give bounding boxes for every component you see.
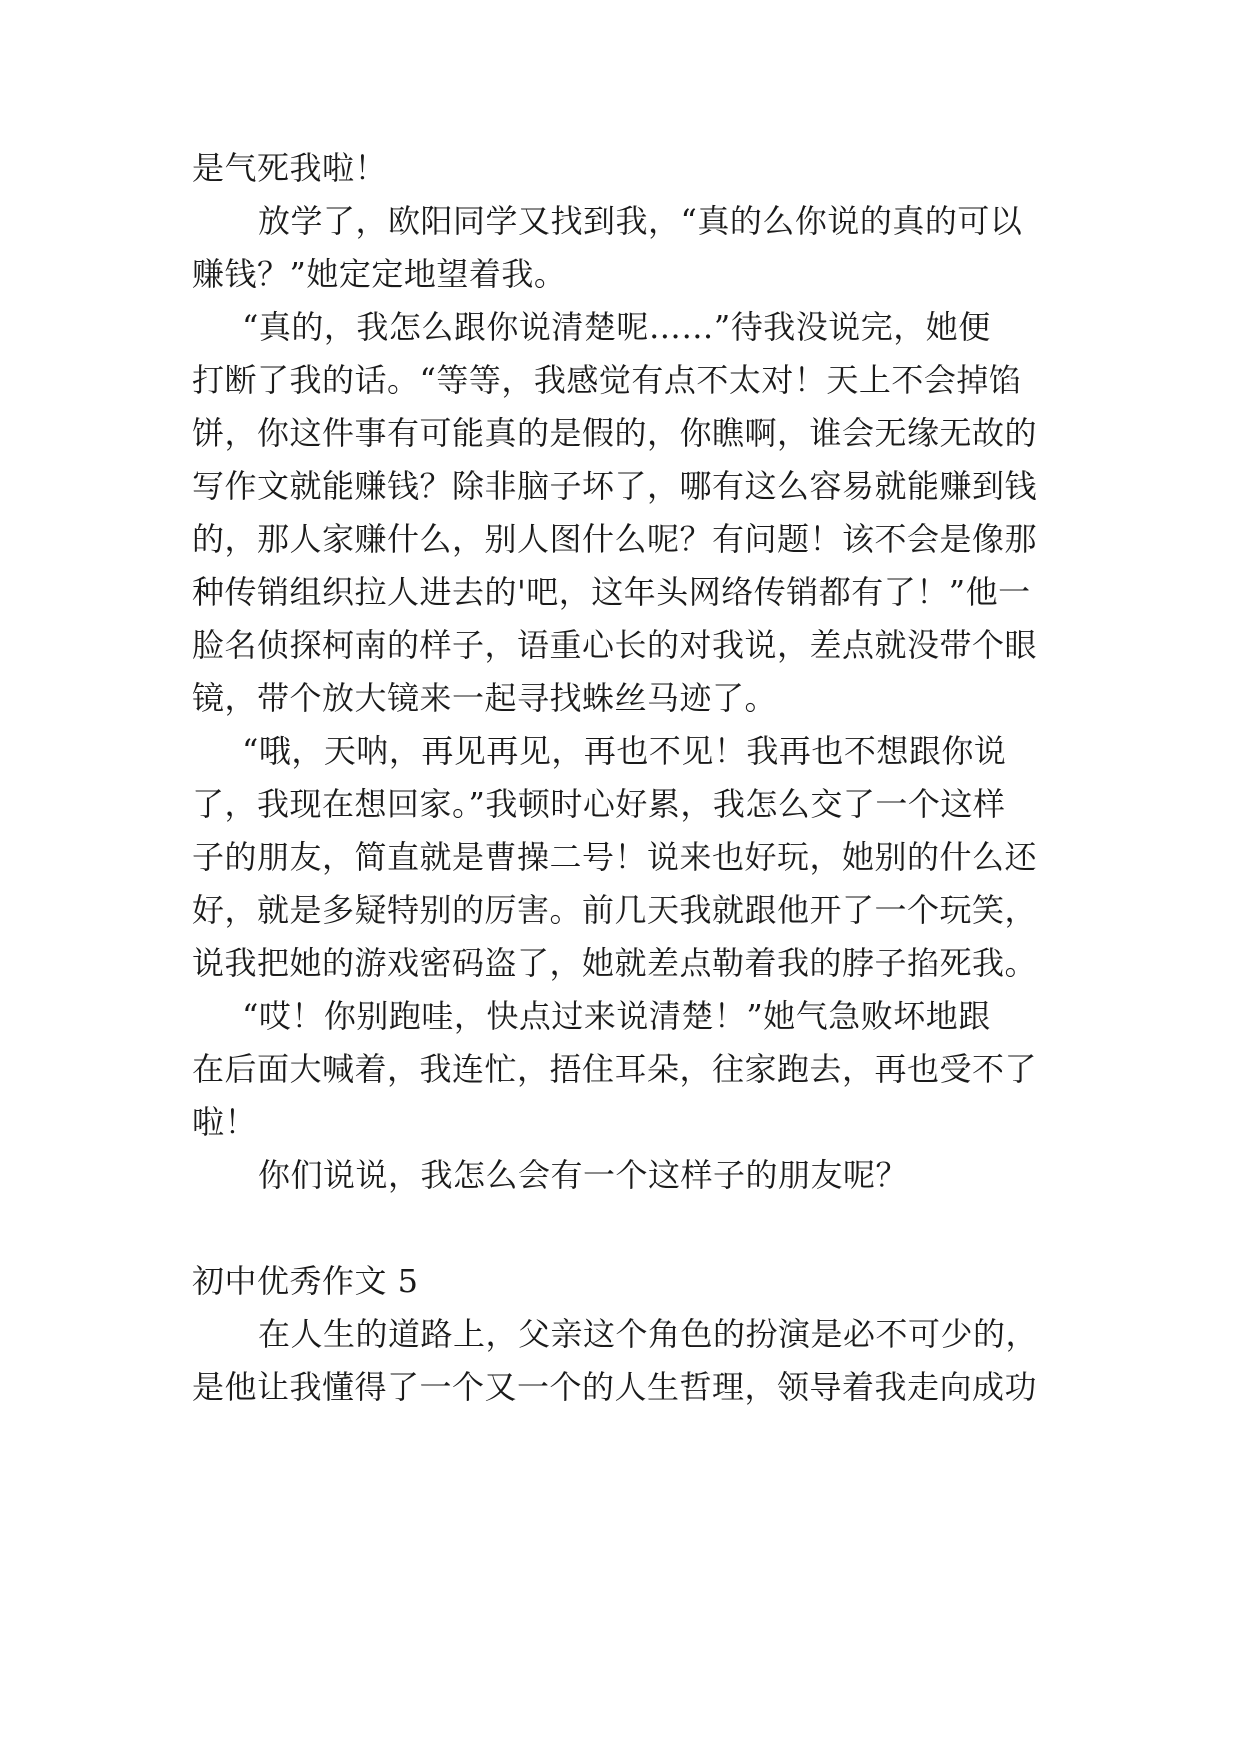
text-line: 在后面大喊着，我连忙，捂住耳朵，往家跑去，再也受不了 — [192, 1050, 1038, 1088]
text-line: 饼，你这件事有可能真的是假的，你瞧啊，谁会无缘无故的 — [192, 414, 1038, 452]
text-line: 说我把她的游戏密码盗了，她就差点勒着我的脖子掐死我。 — [192, 944, 1038, 982]
paragraph-first-line: “真的，我怎么跟你说清楚呢……”待我没说完，她便 — [242, 308, 991, 346]
text-line: 啦！ — [192, 1103, 258, 1141]
text-line: 子的朋友，简直就是曹操二号！说来也好玩，她别的什么还 — [192, 838, 1038, 876]
text-line: 写作文就能赚钱？除非脑子坏了，哪有这么容易就能赚到钱 — [192, 467, 1038, 505]
text-line: 了，我现在想回家。”我顿时心好累，我怎么交了一个这样 — [192, 785, 1006, 823]
paragraph-first-line: 在人生的道路上，父亲这个角色的扮演是必不可少的， — [258, 1315, 1039, 1353]
text-line: 镜，带个放大镜来一起寻找蛛丝马迹了。 — [192, 679, 778, 717]
text-line: 打断了我的话。“等等，我感觉有点不太对！天上不会掉馅 — [192, 361, 1022, 399]
paragraph-first-line: “哦，天呐，再见再见，再也不见！我再也不想跟你说 — [242, 732, 1007, 770]
text-line: 的，那人家赚什么，别人图什么呢？有问题！该不会是像那 — [192, 520, 1038, 558]
paragraph-first-line: 放学了，欧阳同学又找到我，“真的么你说的真的可以 — [258, 202, 1023, 240]
paragraph-first-line: “哎！你别跑哇，快点过来说清楚！”她气急败坏地跟 — [242, 997, 991, 1035]
text-line: 种传销组织拉人进去的'吧，这年头网络传销都有了！”他一 — [192, 573, 1031, 611]
text-line: 赚钱？”她定定地望着我。 — [192, 255, 567, 293]
paragraph-first-line: 你们说说，我怎么会有一个这样子的朋友呢？ — [258, 1156, 909, 1194]
text-line: 是气死我啦！ — [192, 149, 388, 187]
section-heading: 初中优秀作文 5 — [192, 1262, 419, 1300]
text-line: 好，就是多疑特别的厉害。前几天我就跟他开了一个玩笑， — [192, 891, 1038, 929]
text-line: 是他让我懂得了一个又一个的人生哲理，领导着我走向成功 — [192, 1368, 1038, 1406]
text-line: 脸名侦探柯南的样子，语重心长的对我说，差点就没带个眼 — [192, 626, 1038, 664]
